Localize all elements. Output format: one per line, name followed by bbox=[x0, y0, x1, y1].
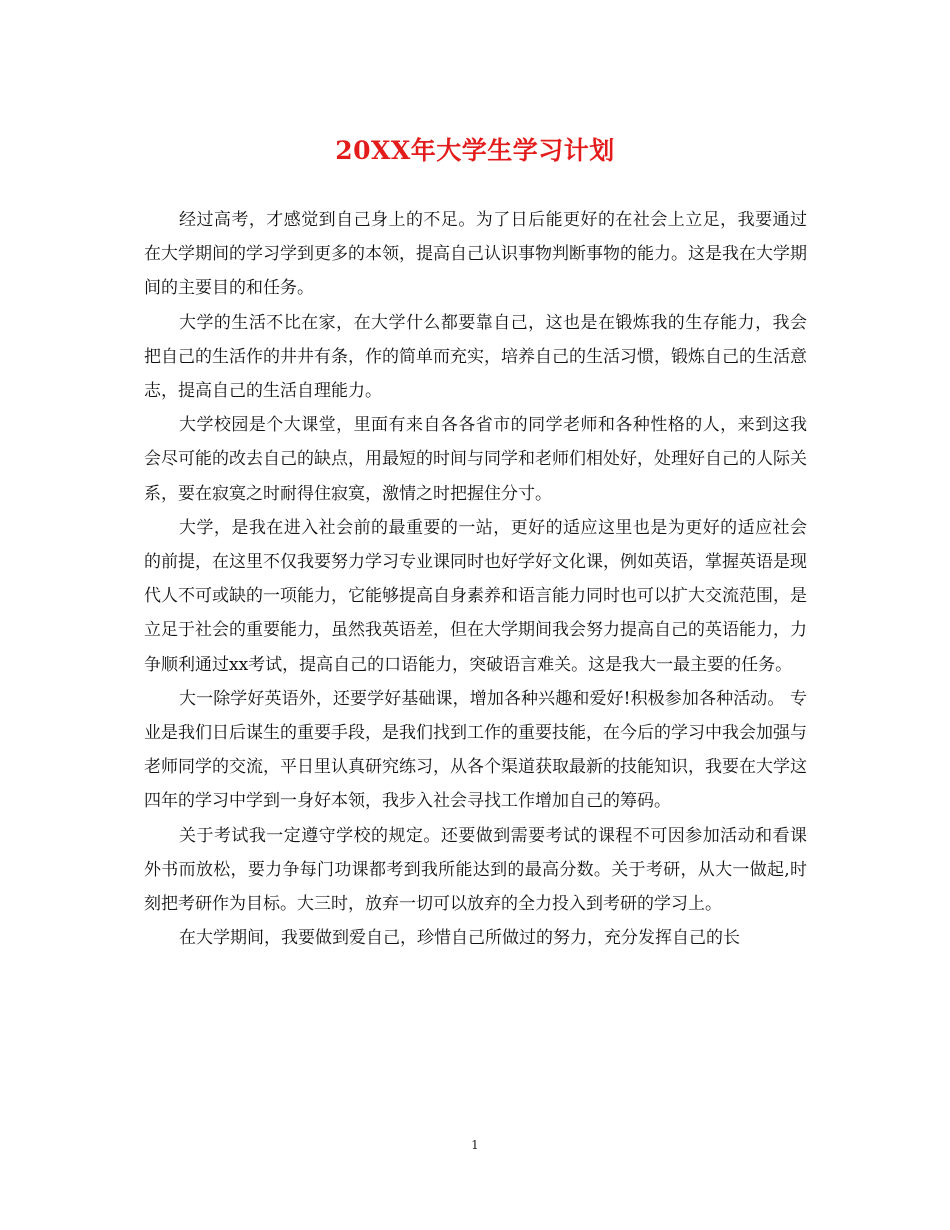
paragraph-6: 关于考试我一定遵守学校的规定。还要做到需要考试的课程不可因参加活动和看课外书而放松，要力争每门功课都考到我所能达到的最高分数。关于考研，从大一做起,时刻把考研作为目标。大三时，放弃一切可以放弃的全力投入到考研的学习上。 bbox=[144, 825, 807, 915]
page-number: 1 bbox=[471, 1138, 479, 1152]
paragraph-5: 大一除学好英语外，还要学好基础课，增加各种兴趣和爱好!积极参加各种活动。 专业是我们日后谋生的重要手段，是我们找到工作的重要技能，在今后的学习中我会加强与老师同学的交流，平日里认真研究练习，从各个渠道获取最新的技能知识，我要在大学这四年的学习中学到一身好本领，我步入社会寻找工作增加自己的筹码。 bbox=[144, 688, 807, 812]
document-title: 20XX年大学生学习计划 bbox=[335, 136, 615, 165]
paragraph-2: 大学的生活不比在家，在大学什么都要靠自己，这也是在锻炼我的生存能力，我会把自己的生活作的井井有条，作的简单而充实，培养自己的生活习惯，锻炼自己的生活意志，提高自己的生活自理能力。 bbox=[144, 312, 807, 402]
document-body bbox=[144, 203, 807, 955]
paragraph-4: 大学，是我在进入社会前的最重要的一站，更好的适应这里也是为更好的适应社会的前提，在这里不仅我要努力学习专业课同时也好学好文化课，例如英语，掌握英语是现代人不可或缺的一项能力，它能够提高自身素养和语言能力同时也可以扩大交流范围，是立足于社会的重要能力，虽然我英语差，但在大学期间我会努力提高自己的英语能力，力争顺利通过xx考试，提高自己的口语能力，突破语言难关。这是我大一最主要的任务。 bbox=[144, 517, 807, 675]
paragraph-3: 大学校园是个大课堂，里面有来自各各省市的同学老师和各种性格的人，来到这我会尽可能的改去自己的缺点，用最短的时间与同学和老师们相处好，处理好自己的人际关系，要在寂寞之时耐得住寂寞，激情之时把握住分寸。 bbox=[144, 415, 807, 504]
paragraph-7: 在大学期间，我要做到爱自己，珍惜自己所做过的努力，充分发挥自己的长 bbox=[179, 928, 740, 949]
paragraph-1: 经过高考，才感觉到自己身上的不足。为了日后能更好的在社会上立足，我要通过在大学期间的学习学到更多的本领，提高自己认识事物判断事物的能力。这是我在大学期间的主要目的和任务。 bbox=[144, 210, 807, 299]
